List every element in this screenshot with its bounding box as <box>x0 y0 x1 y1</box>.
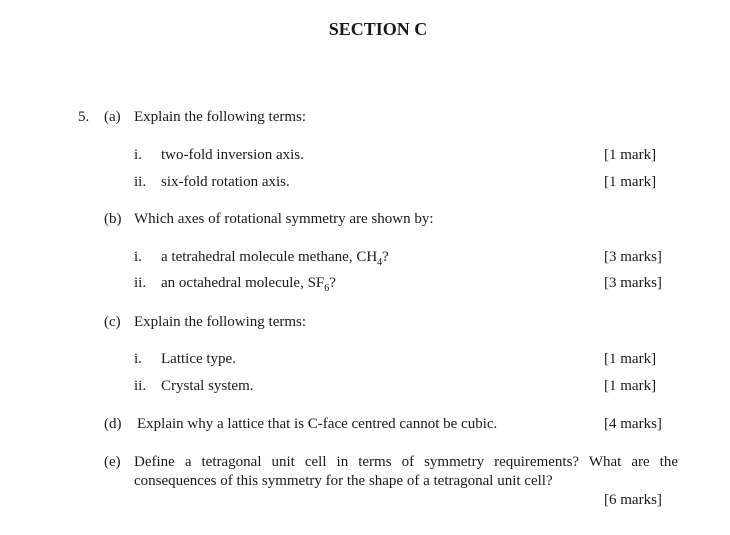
part-c-label: (c) <box>104 314 121 330</box>
part-c-item-2-num: ii. <box>134 378 147 394</box>
section-title: SECTION C <box>328 19 428 39</box>
part-b-item-2-marks: [3 marks] <box>604 275 662 291</box>
part-c-item-1-marks: [1 mark] <box>604 351 657 367</box>
part-a-item-2-marks: [1 mark] <box>604 174 657 190</box>
part-b-item-2-subscript: 6 <box>324 283 330 294</box>
part-b-label: (b) <box>104 211 122 227</box>
part-a-label: (a) <box>104 109 121 125</box>
part-b-item-1-text-post: ? <box>382 249 389 265</box>
part-c-prompt: Explain the following terms: <box>134 314 307 330</box>
part-b-item-2-text-pre: an octahedral molecule, SF <box>161 275 325 291</box>
part-a-item-2-num: ii. <box>134 174 147 190</box>
part-d-marks: [4 marks] <box>604 416 662 432</box>
part-e-line-1: Define a tetragonal unit cell in terms of symmetry requirements? What are the <box>134 454 678 470</box>
part-b-item-1-text-pre: a tetrahedral molecule methane, CH <box>161 249 378 265</box>
part-d-label: (d) <box>104 416 122 432</box>
part-a-item-1-num: i. <box>134 147 142 163</box>
part-d-prompt: Explain why a lattice that is C-face centred cannot be cubic. <box>137 416 498 432</box>
part-e-line-2: consequences of this symmetry for the shape of a tetragonal unit cell? <box>134 473 553 489</box>
part-b-prompt: Which axes of rotational symmetry are shown by: <box>134 211 434 227</box>
part-e-marks: [6 marks] <box>604 492 662 508</box>
part-b-item-1-text <box>161 248 389 266</box>
part-c-item-2-marks: [1 mark] <box>604 378 657 394</box>
part-b-item-1-subscript: 4 <box>377 257 383 268</box>
part-a-item-1-text: two-fold inversion axis. <box>161 147 304 163</box>
part-c-item-1-text: Lattice type. <box>161 351 236 367</box>
part-a-item-1-marks: [1 mark] <box>604 147 657 163</box>
part-b-item-2-text <box>161 274 336 292</box>
question-number: 5. <box>78 109 90 125</box>
part-e-label: (e) <box>104 454 121 470</box>
part-b-item-1-marks: [3 marks] <box>604 249 662 265</box>
part-b-item-2-text-post: ? <box>329 275 336 291</box>
part-c-item-2-text: Crystal system. <box>161 378 254 394</box>
part-c-item-1-num: i. <box>134 351 142 367</box>
part-a-prompt: Explain the following terms: <box>134 109 307 125</box>
part-b-item-1-num: i. <box>134 249 142 265</box>
part-a-item-2-text: six-fold rotation axis. <box>161 174 290 190</box>
part-b-item-2-num: ii. <box>134 275 147 291</box>
